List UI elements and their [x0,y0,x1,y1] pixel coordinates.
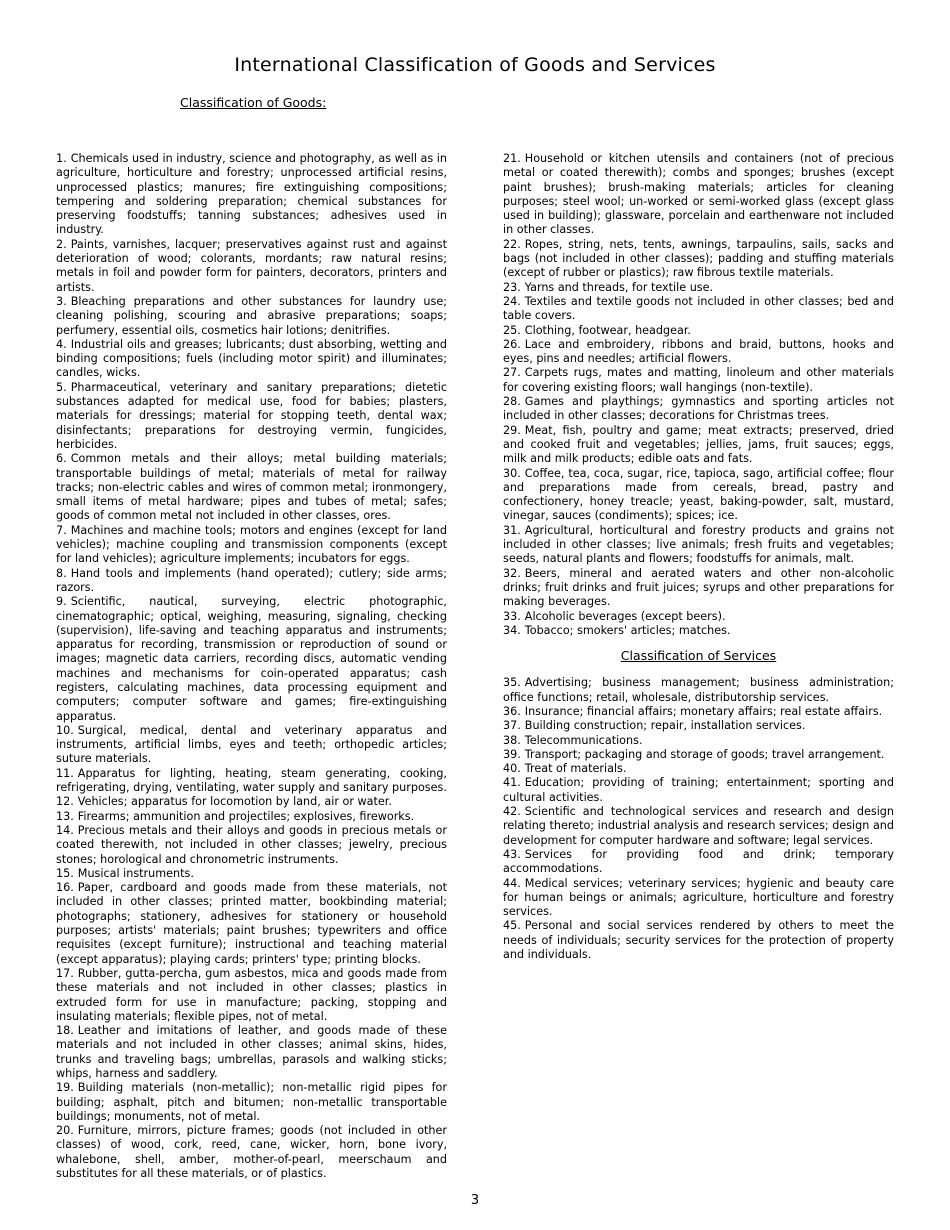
class-number: 36. [503,704,521,718]
class-description: Furniture, mirrors, picture frames; goods (not included in other classes) of wood, cork, reed, cane, wicker, horn, bone ivory, whalebone, shell, amber, mother-of-pearl, meerschaum and substitutes for all these materials, or of plastics. [56,1124,447,1181]
class-number: 25. [503,323,521,337]
goods-class-item [503,567,894,610]
services-list [503,676,894,962]
goods-class-item [56,152,447,238]
goods-class-item [503,624,894,638]
class-description: Lace and embroidery, ribbons and braid, buttons, hooks and eyes, pins and needles; artificial flowers. [503,337,894,366]
class-number: 23. [503,280,521,294]
goods-class-item [56,967,447,1024]
class-description: Alcoholic beverages (except beers). [524,609,726,623]
goods-class-item [503,281,894,295]
class-description: Personal and social services rendered by others to meet the needs of individuals; security services for the protection of property and individuals. [503,919,894,962]
goods-list-left [56,152,447,1181]
goods-column-right [503,152,894,962]
class-description: Agricultural, horticultural and forestry products and grains not included in other classes; live animals; fresh fruits and vegetables; seeds, natural plants and flowers; foodstuffs for animals, malt. [503,523,894,566]
class-number: 18. [56,1024,74,1038]
page-title: International Classification of Goods and Services [234,54,716,76]
class-description: Carpets rugs, mates and matting, linoleum and other materials for covering existing floors; wall hangings (non-textile). [503,366,894,394]
goods-class-item [503,152,894,238]
class-number: 40. [503,762,521,776]
goods-class-item [503,467,894,524]
class-description: Common metals and their alloys; metal building materials; transportable buildings of metal; materials of metal for railway tracks; non-electric cables and wires of common metal; ironmongery, small items of metal hardware; pipes and tubes of metal; safes; goods of common metal not included in other classes, ores. [56,452,447,523]
class-number: 3. [56,294,67,308]
goods-class-item [56,295,447,338]
goods-class-item [503,238,894,281]
service-class-item [503,719,894,733]
class-number: 5. [56,380,67,394]
class-description: Advertising; business management; business administration; office functions; retail, wholesale, distributorship services. [503,676,894,704]
class-description: Building materials (non-metallic); non-metallic rigid pipes for building; asphalt, pitch and bitumen; non-metallic transportable buildings; monuments, not of metal. [56,1081,447,1123]
service-class-item [503,705,894,719]
goods-class-item [503,366,894,395]
goods-class-item [56,567,447,596]
service-class-item [503,734,894,748]
goods-class-item [56,238,447,295]
goods-class-item [56,1024,447,1081]
class-description: Machines and machine tools; motors and engines (except for land vehicles); machine coupling and transmission components (except for land vehicles); agriculture implements; incubators for eggs. [56,523,447,566]
class-number: 16. [56,881,74,895]
class-number: 2. [56,237,67,251]
class-description: Treat of materials. [524,762,627,776]
class-description: Tobacco; smokers' articles; matches. [524,623,731,637]
class-description: Services for providing food and drink; temporary accommodations. [503,847,894,876]
class-description: Apparatus for lighting, heating, steam generating, cooking, refrigerating, drying, ventilating, water supply and sanitary purposes. [56,766,447,795]
goods-list-right [503,152,894,638]
class-description: Building construction; repair, installation services. [524,719,806,733]
class-description: Clothing, footwear, headgear. [524,323,691,337]
service-class-item [503,776,894,805]
services-heading: Classification of Services [620,648,777,664]
class-number: 13. [56,809,74,823]
class-number: 1. [56,152,67,165]
goods-class-item [56,810,447,824]
goods-class-item [56,795,447,809]
class-number: 22. [503,237,521,251]
class-number: 21. [503,152,521,165]
service-class-item [503,919,894,962]
class-description: Yarns and threads, for textile use. [524,280,714,294]
class-number: 24. [503,294,521,308]
class-number: 15. [56,866,74,880]
service-class-item [503,848,894,877]
goods-class-item [56,381,447,452]
goods-heading: Classification of Goods: [180,95,327,110]
class-number: 28. [503,395,521,409]
goods-class-item [56,1124,447,1181]
service-class-item [503,762,894,776]
class-description: Chemicals used in industry, science and photography, as well as in agriculture, horticulture and forestry; unprocessed artificial resins, unprocessed plastics; manures; fire extinguishing compositions; tempering and soldering preparation; chemical substances for preserving foodstuffs; tanning substances; adhesives used in industry. [56,152,447,237]
class-number: 34. [503,623,521,637]
class-description: Household or kitchen utensils and containers (not of precious metal or coated therewith); combs and sponges; brushes (except paint brushes); brush-making materials; articles for cleaning purposes; steel wool; un-worked or semi-worked glass (except glass used in building); glassware, porcelain and earthenware not included in other classes. [503,152,894,237]
service-class-item [503,805,894,848]
class-description: Paints, varnishes, lacquer; preservatives against rust and against deterioration of wood; colorants, mordants; raw natural resins; metals in foil and powder form for painters, decorators, printers and artists. [56,237,447,294]
class-number: 19. [56,1081,74,1095]
class-number: 14. [56,823,74,837]
class-description: Industrial oils and greases; lubricants; dust absorbing, wetting and binding compositions; fuels (including motor spirit) and illuminates; candles, wicks. [56,337,447,380]
class-number: 45. [503,919,521,933]
goods-class-item [503,324,894,338]
class-description: Bleaching preparations and other substances for laundry use; cleaning polishing, scouring and abrasive preparations; soaps; perfumery, essential oils, cosmetics hair lotions; denitrifies. [56,294,447,337]
goods-class-item [56,881,447,967]
class-number: 43. [503,847,521,861]
service-class-item [503,877,894,920]
class-number: 17. [56,966,74,980]
goods-class-item [503,424,894,467]
class-number: 6. [56,452,67,466]
class-number: 35. [503,676,521,690]
class-number: 26. [503,337,521,351]
service-class-item [503,748,894,762]
class-number: 9. [56,595,67,609]
class-description: Meat, fish, poultry and game; meat extracts; preserved, dried and cooked fruit and vegetables; jellies, jams, fruit sauces; eggs, milk and milk products; edible oats and fats. [503,423,894,466]
class-number: 27. [503,366,521,380]
class-number: 20. [56,1124,74,1138]
class-description: Textiles and textile goods not included in other classes; bed and table covers. [503,294,894,323]
class-number: 31. [503,523,521,537]
class-description: Firearms; ammunition and projectiles; explosives, fireworks. [77,809,415,823]
class-description: Precious metals and their alloys and goods in precious metals or coated therewith, not included in other classes; jewelry, precious stones; horological and chronometric instruments. [56,823,447,866]
goods-class-item [56,524,447,567]
goods-class-item [503,295,894,324]
class-number: 30. [503,466,521,480]
class-description: Paper, cardboard and goods made from these materials, not included in other classes; printed matter, bookbinding material; photographs; stationery, adhesives for stationery or household purposes; artists' materials; paint brushes; typewriters and office requisites (except furniture); instructional and teaching material (except apparatus); playing cards; printers' type; printing blocks. [56,881,447,966]
class-description: Vehicles; apparatus for locomotion by land, air or water. [77,795,392,809]
class-description: Transport; packaging and storage of goods; travel arrangement. [524,747,885,761]
class-number: 8. [56,566,67,580]
class-description: Scientific and technological services and research and design relating thereto; industrial analysis and research services; design and development for computer hardware and software; legal services. [503,805,894,847]
goods-class-item [56,1081,447,1124]
class-description: Coffee, tea, coca, sugar, rice, tapioca, sago, artificial coffee; flour and preparations made from cereals, bread, pastry and confectionery, honey treacle; yeast, baking-powder, salt, mustard, vinegar, sauces (condiments); spices; ice. [503,466,894,523]
class-description: Surgical, medical, dental and veterinary apparatus and instruments, artificial limbs, eyes and teeth; orthopedic articles; suture materials. [56,723,447,766]
class-description: Rubber, gutta-percha, gum asbestos, mica and goods made from these materials and not included in other classes; plastics in extruded form for use in manufacture; packing, stopping and insulating materials; flexible pipes, not of metal. [56,966,447,1023]
goods-column-left [56,152,447,1181]
class-description: Hand tools and implements (hand operated); cutlery; side arms; razors. [56,566,447,594]
goods-class-item [56,767,447,796]
goods-class-item [503,524,894,567]
class-number: 38. [503,733,521,747]
class-number: 7. [56,523,67,537]
class-number: 37. [503,719,521,733]
class-number: 44. [503,876,521,890]
goods-class-item [503,610,894,624]
class-description: Leather and imitations of leather, and goods made of these materials and not included in other classes; animal skins, hides, trunks and traveling bags; umbrellas, parasols and walking sticks; whips, harness and saddlery. [56,1024,447,1080]
class-number: 32. [503,566,521,580]
goods-class-item [56,724,447,767]
class-description: Telecommunications. [524,733,643,747]
class-number: 42. [503,805,521,819]
class-description: Games and playthings; gymnastics and sporting articles not included in other classes; decorations for Christmas trees. [503,395,894,423]
goods-class-item [56,338,447,381]
class-number: 39. [503,747,521,761]
class-number: 33. [503,609,521,623]
class-number: 10. [56,723,74,737]
class-number: 4. [56,337,67,351]
class-description: Pharmaceutical, veterinary and sanitary preparations; dietetic substances adapted for medical use, food for babies; plasters, materials for dressings; material for stopping teeth, dental wax; disinfectants; preparations for destroying vermin, fungicides, herbicides. [56,380,447,451]
class-description: Insurance; financial affairs; monetary affairs; real estate affairs. [524,704,883,718]
class-description: Ropes, string, nets, tents, awnings, tarpaulins, sails, sacks and bags (not included in other classes); padding and stuffing materials (except of rubber or plastics); raw fibrous textile materials. [503,237,894,280]
service-class-item [503,676,894,705]
class-number: 29. [503,423,521,437]
class-number: 12. [56,795,74,809]
class-number: 11. [56,766,74,780]
goods-class-item [56,595,447,724]
class-description: Scientific, nautical, surveying, electric photographic, cinematographic; optical, weighing, measuring, signaling, checking (supervision), life-saving and teaching apparatus and instruments; apparatus for recording, transmission or reproduction of sound or images; magnetic data carriers, recording discs, automatic vending machines and mechanisms for coin-operated apparatus; cash registers, calculating machines, data processing equipment and computers; computer software and games; fire-extinguishing apparatus. [56,595,447,723]
class-description: Medical services; veterinary services; hygienic and beauty care for human beings or animals; agriculture, horticulture and forestry services. [503,876,894,919]
class-description: Beers, mineral and aerated waters and other non-alcoholic drinks; fruit drinks and fruit juices; syrups and other preparations for making beverages. [503,566,894,609]
goods-class-item [503,395,894,424]
class-description: Education; providing of training; entertainment; sporting and cultural activities. [503,776,894,804]
page-number: 3 [470,1193,480,1208]
goods-class-item [503,338,894,367]
class-description: Musical instruments. [77,866,194,880]
goods-class-item [56,452,447,523]
class-number: 41. [503,776,521,790]
goods-class-item [56,824,447,867]
goods-class-item [56,867,447,881]
